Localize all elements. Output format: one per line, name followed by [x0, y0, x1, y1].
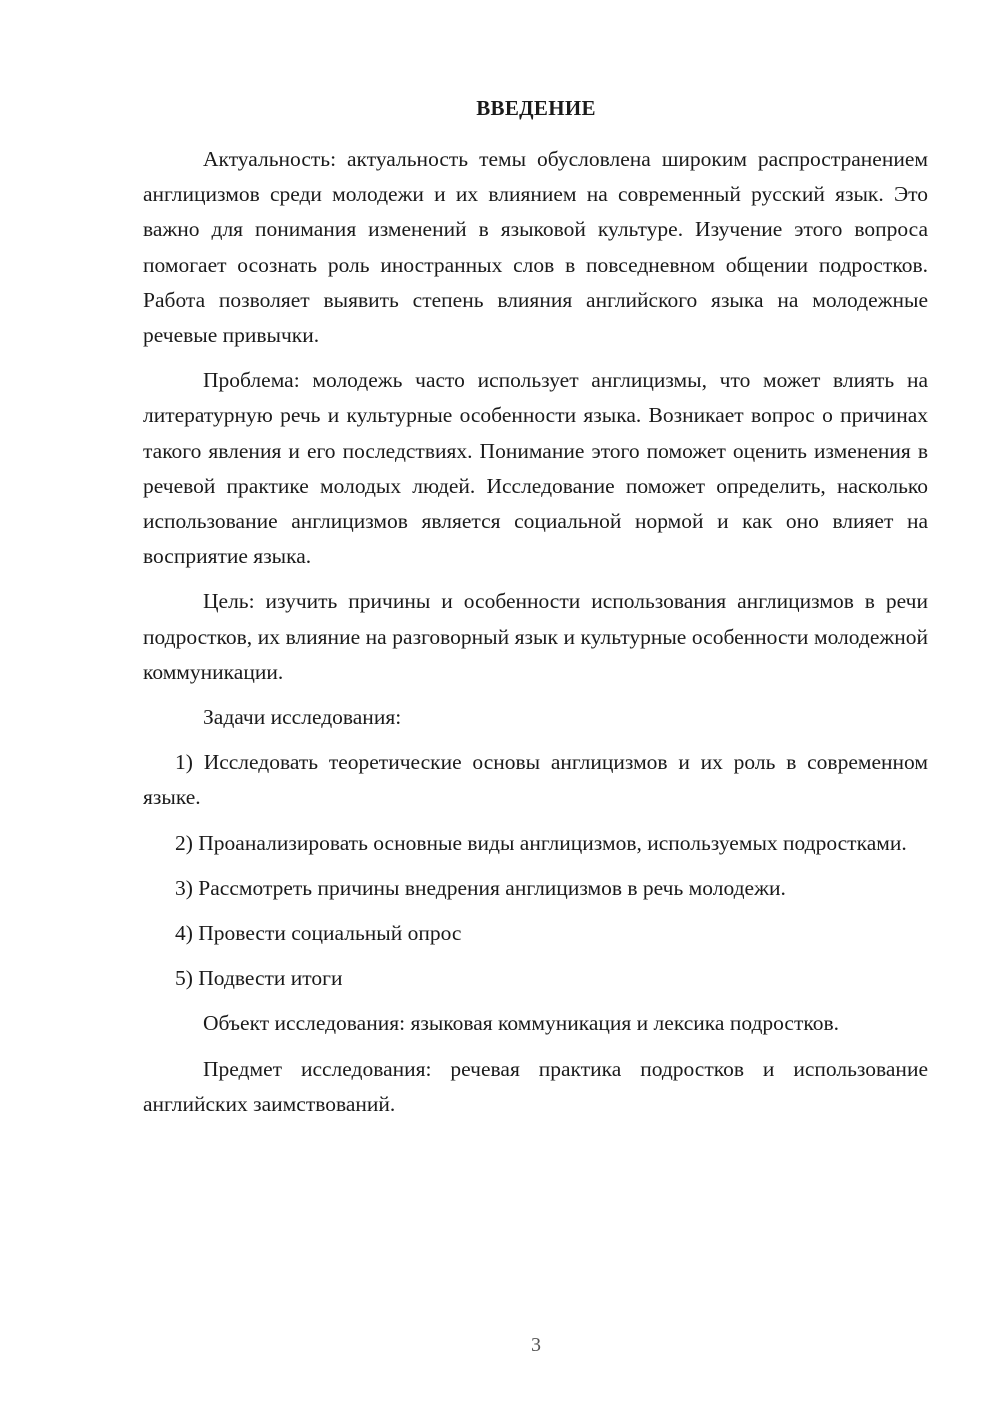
paragraph-problem: Проблема: молодежь часто использует англицизмы, что может влиять на литературную речь и культурные особенности языка. Возникает вопрос о причинах такого явления и его последствиях. Понимание этого поможет оценить изменения в речевой практике молодых людей. Исследование поможет определить, насколько использование англицизмов является социальной нормой и как оно влияет на восприятие языка.: [143, 368, 928, 569]
page-number: 3: [531, 1334, 541, 1356]
page-title: ВВЕДЕНИЕ: [476, 96, 596, 120]
task-item-4: 4) Провести социальный опрос: [175, 921, 462, 946]
task-item-2: 2) Проанализировать основные виды англицизмов, используемых подростками.: [175, 830, 907, 855]
document-body: [143, 142, 928, 1122]
paragraph-subject: Предмет исследования: речевая практика подростков и использование английских заимствований.: [143, 1056, 928, 1116]
paragraph-object: Объект исследования: языковая коммуникация и лексика подростков.: [203, 1011, 839, 1036]
task-item-5: 5) Подвести итоги: [175, 966, 343, 991]
task-item-1: 1) Исследовать теоретические основы англицизмов и их роль в современном языке.: [143, 750, 928, 810]
paragraph-relevance: Актуальность: актуальность темы обусловлена широким распространением англицизмов среди молодежи и их влиянием на современный русский язык. Это важно для понимания изменений в языковой культуре. Изучение этого вопроса помогает осознать роль иностранных слов в повседневном общении подростков. Работа позволяет выявить степень влияния английского языка на молодежные речевые привычки.: [143, 147, 928, 348]
task-item-3: 3) Рассмотреть причины внедрения англицизмов в речь молодежи.: [175, 875, 786, 900]
paragraph-goal: Цель: изучить причины и особенности использования англицизмов в речи подростков, их влияние на разговорный язык и культурные особенности молодежной коммуникации.: [143, 589, 928, 684]
tasks-heading: Задачи исследования:: [203, 705, 402, 730]
